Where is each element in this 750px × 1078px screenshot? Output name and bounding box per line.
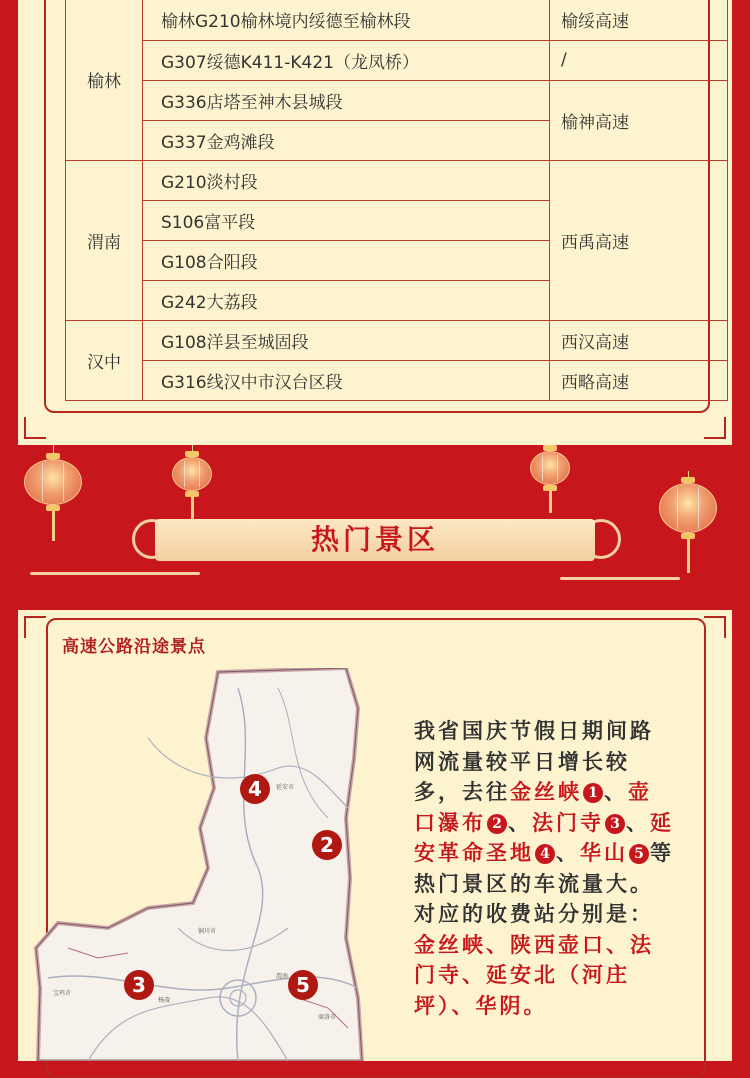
table-row xyxy=(66,0,728,40)
road-cell: G336店塔至神木县城段 xyxy=(143,80,550,120)
expressway-cell: / xyxy=(550,40,728,80)
table-row xyxy=(66,80,728,120)
table-row xyxy=(66,160,728,200)
toll-stations: 金丝峡、陕西壶口、法门寺、延安北（河庄坪）、华阴。 xyxy=(414,931,654,1018)
desc-text: 等热门景区的车流量大。对应的收费站分别是： xyxy=(414,840,674,926)
road-cell: S106富平段 xyxy=(143,200,550,240)
scenic-name: 华山 xyxy=(580,840,628,865)
expressway-cell: 西汉高速 xyxy=(550,320,728,360)
road-section-table xyxy=(65,0,728,401)
road-cell: 榆林G210榆林境内绥德至榆林段 xyxy=(143,0,550,40)
scenic-number-badge: 4 xyxy=(535,844,555,864)
scenic-name: 法门寺 xyxy=(532,809,604,835)
lantern-icon xyxy=(24,445,82,541)
scenic-name: 壶口瀑布 xyxy=(414,779,652,835)
scenic-number-badge: 2 xyxy=(487,814,507,834)
city-cell-weinan: 渭南 xyxy=(66,160,143,320)
map-city-label: 杨凌 xyxy=(158,997,171,1004)
road-cell: G242大荔段 xyxy=(143,280,550,320)
map-city-label: 宝鸡市 xyxy=(53,990,72,997)
road-cell: G210淡村段 xyxy=(143,160,550,200)
city-cell-yulin: 榆林 xyxy=(66,0,143,160)
separator: 、 xyxy=(508,809,532,835)
section-title-banner xyxy=(155,519,595,561)
map-marker-5: 5 xyxy=(288,970,318,1000)
expressway-cell: 榆神高速 xyxy=(550,80,728,160)
scenic-section-title: 高速公路沿途景点 xyxy=(62,637,206,657)
lantern-icon xyxy=(530,445,570,513)
scenic-description xyxy=(414,716,674,1021)
separator: 、 xyxy=(556,840,580,865)
map-city-label: 渭南 xyxy=(276,973,289,980)
city-cell-hanzhong: 汉中 xyxy=(66,320,143,400)
scenic-number-badge: 3 xyxy=(605,814,625,834)
shaanxi-map xyxy=(28,668,368,1061)
separator: 、 xyxy=(604,779,628,804)
scenic-name: 延安革命圣地 xyxy=(414,809,674,865)
scenic-panel xyxy=(18,610,732,1061)
scenic-number-badge: 5 xyxy=(629,844,649,864)
expressway-cell: 西禹高速 xyxy=(550,160,728,320)
province-map-image xyxy=(28,668,368,1061)
swirl-line xyxy=(560,577,680,580)
scenic-number-badge: 1 xyxy=(583,783,603,803)
lantern-icon xyxy=(172,445,212,519)
map-marker-2: 2 xyxy=(312,830,342,860)
table-row xyxy=(66,320,728,360)
table-row xyxy=(66,360,728,400)
expressway-cell: 西略高速 xyxy=(550,360,728,400)
map-marker-4: 4 xyxy=(240,774,270,804)
separator: 、 xyxy=(626,809,650,835)
map-city-label: 商洛市 xyxy=(318,1014,337,1021)
road-cell: G307绥德K411-K421（龙凤桥） xyxy=(143,40,550,80)
desc-text: 我省国庆节假日期间路网流量较平日增长较多，去往 xyxy=(414,718,654,804)
section-title-text: 热门景区 xyxy=(310,523,439,556)
expressway-cell: 榆绥高速 xyxy=(550,0,728,40)
corner-ornament xyxy=(704,616,726,638)
corner-ornament xyxy=(704,417,726,439)
road-cell: G337金鸡滩段 xyxy=(143,120,550,160)
road-cell: G108洋县至城固段 xyxy=(143,320,550,360)
section-banner xyxy=(0,445,750,610)
road-cell: G316线汉中市汉台区段 xyxy=(143,360,550,400)
corner-ornament xyxy=(24,417,46,439)
scenic-name: 金丝峡 xyxy=(510,779,582,804)
road-table-panel xyxy=(18,0,732,445)
corner-ornament xyxy=(24,616,46,638)
map-marker-3: 3 xyxy=(124,970,154,1000)
map-city-label: 铜川市 xyxy=(198,928,217,935)
lantern-icon xyxy=(659,471,717,573)
map-city-label: 延安市 xyxy=(276,784,295,791)
road-cell: G108合阳段 xyxy=(143,240,550,280)
table-row xyxy=(66,40,728,80)
swirl-line xyxy=(30,572,200,575)
